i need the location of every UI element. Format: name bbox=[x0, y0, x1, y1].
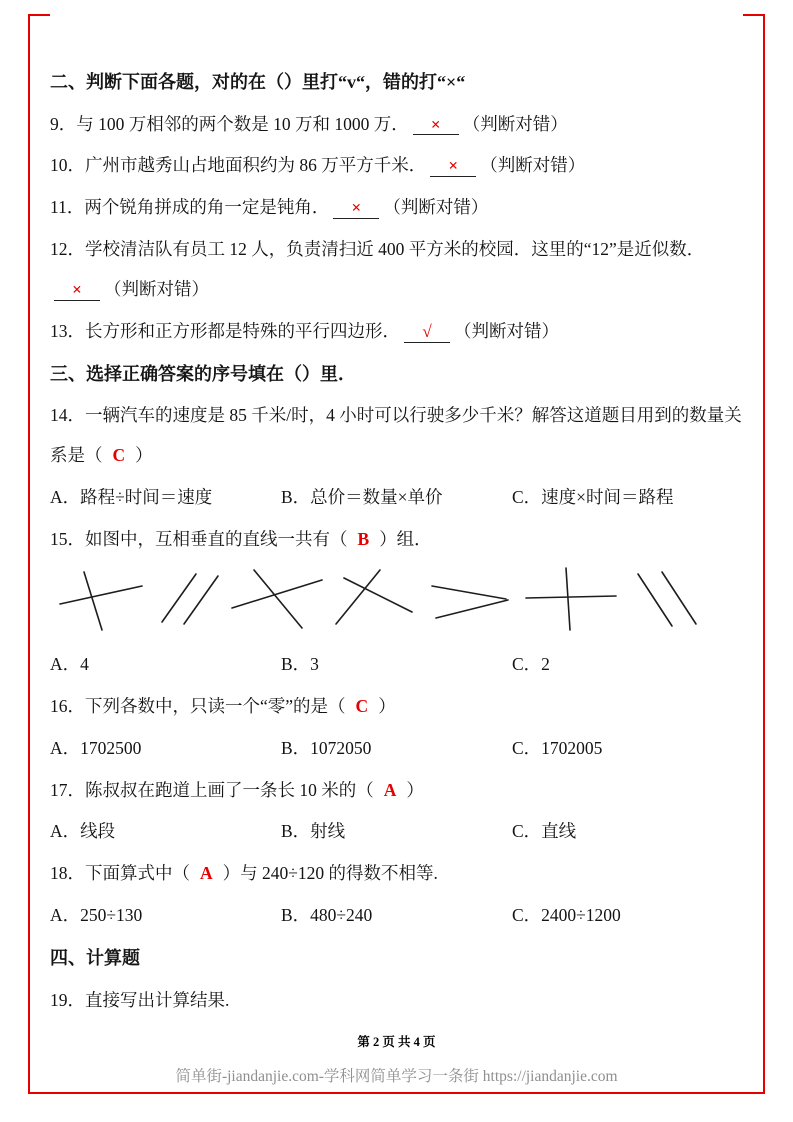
page-number: 第 2 页 共 4 页 bbox=[357, 1035, 436, 1049]
question-17 bbox=[50, 771, 743, 811]
question-9-answer-blank bbox=[413, 115, 459, 136]
question-12 bbox=[50, 230, 743, 310]
question-16-option-a: A．1702500 bbox=[50, 737, 142, 758]
question-18-text-end: ）与 240÷120 的得数不相等. bbox=[222, 863, 438, 884]
section3-heading: 三、选择正确答案的序号填在（）里． bbox=[50, 363, 356, 384]
question-13-answer: √ bbox=[422, 321, 432, 341]
question-15-answer: B bbox=[357, 529, 370, 550]
page-border-right bbox=[763, 14, 765, 1094]
question-14-text: 14．一辆汽车的速度是 85 千米/时，4 小时可以行驶多少千米？解答这道题目用到的数量关系是（ bbox=[50, 405, 742, 466]
question-13-answer-blank bbox=[404, 322, 450, 343]
question-15-option-c: C．2 bbox=[512, 653, 550, 674]
question-16-options bbox=[50, 729, 743, 769]
question-14-option-a: A．路程÷时间＝速度 bbox=[50, 487, 213, 508]
question-11-answer-blank bbox=[333, 198, 379, 219]
question-15-text: 15．如图中，互相垂直的直线一共有（ bbox=[50, 529, 348, 550]
question-17-options bbox=[50, 812, 743, 852]
question-14-options bbox=[50, 478, 743, 518]
page-border-left bbox=[28, 14, 30, 1094]
question-18 bbox=[50, 854, 743, 894]
question-14-option-b: B．总价＝数量×单价 bbox=[281, 487, 443, 508]
question-11-judge-label: （判断对错） bbox=[383, 197, 489, 218]
perpendicular-lines-figure bbox=[50, 566, 750, 636]
question-16 bbox=[50, 687, 743, 727]
question-10-text: 10．广州市越秀山占地面积约为 86 万平方千米． bbox=[50, 155, 427, 176]
question-18-options bbox=[50, 896, 743, 936]
question-14 bbox=[50, 396, 743, 476]
question-14-text-end: ） bbox=[135, 445, 153, 466]
question-16-option-c: C．1702005 bbox=[512, 737, 603, 758]
question-13-text: 13．长方形和正方形都是特殊的平行四边形． bbox=[50, 320, 400, 341]
question-17-text: 17．陈叔叔在跑道上画了一条长 10 米的（ bbox=[50, 779, 374, 800]
question-17-option-c: C．直线 bbox=[512, 821, 577, 842]
question-11-text: 11．两个锐角拼成的角一定是钝角． bbox=[50, 197, 330, 218]
question-12-answer: × bbox=[72, 280, 82, 300]
question-13-judge-label: （判断对错） bbox=[454, 320, 559, 341]
question-17-answer: A bbox=[383, 779, 397, 800]
question-10 bbox=[50, 146, 743, 186]
question-9-judge-label: （判断对错） bbox=[462, 113, 568, 134]
question-15-options bbox=[50, 645, 743, 685]
question-18-option-b: B．480÷240 bbox=[281, 905, 373, 926]
question-10-judge-label: （判断对错） bbox=[480, 155, 586, 176]
question-16-text-end: ） bbox=[378, 695, 396, 716]
question-17-option-b: B．射线 bbox=[281, 821, 346, 842]
question-18-answer: A bbox=[200, 863, 213, 884]
question-10-answer: × bbox=[448, 156, 459, 176]
question-12-answer-blank bbox=[54, 280, 100, 301]
page-border-bottom bbox=[28, 1092, 765, 1094]
page-content bbox=[50, 62, 743, 1023]
question-15-text-end: ）组． bbox=[379, 529, 432, 550]
page-border-corner-left bbox=[28, 14, 50, 16]
question-19: 19．直接写出计算结果. bbox=[50, 989, 230, 1010]
question-12-judge-label: （判断对错） bbox=[104, 279, 209, 300]
question-9-text: 9．与 100 万相邻的两个数是 10 万和 1000 万． bbox=[50, 113, 409, 134]
question-15 bbox=[50, 520, 743, 560]
question-13 bbox=[50, 312, 743, 352]
question-16-answer: C bbox=[355, 695, 369, 716]
question-10-answer-blank bbox=[430, 156, 476, 177]
question-14-answer: C bbox=[112, 445, 126, 466]
page-border-corner-right bbox=[743, 14, 765, 16]
question-11-answer: × bbox=[351, 198, 362, 218]
question-16-option-b: B．1072050 bbox=[281, 737, 372, 758]
question-15-option-b: B．3 bbox=[281, 653, 319, 674]
question-18-option-c: C．2400÷1200 bbox=[512, 905, 621, 926]
question-14-option-c: C．速度×时间＝路程 bbox=[512, 487, 674, 508]
question-9-answer: × bbox=[430, 114, 441, 134]
question-18-text: 18．下面算式中（ bbox=[50, 863, 190, 884]
site-watermark: 简单街-jiandanjie.com-学科网简单学习一条街 https://jiandanjie.com bbox=[175, 1068, 618, 1085]
question-16-text: 16．下列各数中，只读一个“零”的是（ bbox=[50, 695, 346, 716]
section2-heading: 二、判断下面各题，对的在（）里打“v“，错的打“×“ bbox=[50, 72, 466, 92]
section4-heading: 四、计算题 bbox=[50, 948, 140, 969]
question-11 bbox=[50, 188, 743, 228]
question-15-option-a: A．4 bbox=[50, 653, 89, 674]
question-12-text: 12．学校清洁队有员工 12 人，负责清扫近 400 平方米的校园．这里的“12”是近似数． bbox=[50, 239, 705, 260]
question-17-text-end: ） bbox=[406, 779, 424, 800]
question-15-figure bbox=[50, 566, 743, 641]
question-9 bbox=[50, 105, 743, 145]
question-18-option-a: A．250÷130 bbox=[50, 905, 143, 926]
question-17-option-a: A．线段 bbox=[50, 821, 116, 842]
